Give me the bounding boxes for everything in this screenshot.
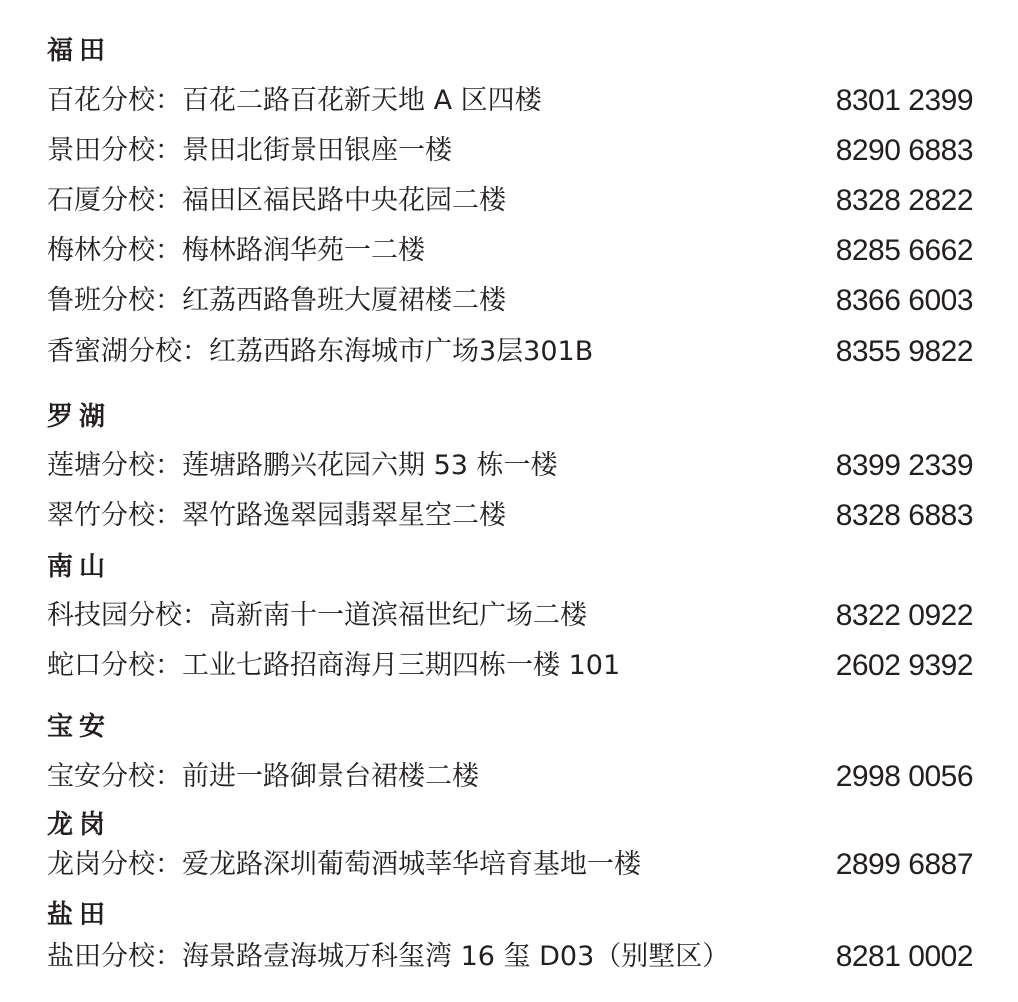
branch-row	[47, 498, 973, 534]
branch-address: 香蜜湖分校：红荔西路东海城市广场3层301B	[47, 336, 594, 367]
branch-phone: 8301 2399	[835, 84, 973, 117]
branch-phone: 8399 2339	[835, 449, 973, 482]
branch-phone: 8322 0922	[835, 599, 973, 632]
branch-phone: 8366 6003	[835, 284, 973, 317]
branch-address: 龙岗分校：爱龙路深圳葡萄酒城莘华培育基地一楼	[47, 849, 641, 880]
branch-address: 鲁班分校：红荔西路鲁班大厦裙楼二楼	[47, 285, 506, 316]
branch-row	[47, 759, 973, 795]
branch-address: 百花分校：百花二路百花新天地 A 区四楼	[47, 85, 542, 116]
branch-row	[47, 283, 973, 319]
branch-phone: 8328 2822	[835, 184, 973, 217]
branch-phone: 2998 0056	[835, 760, 973, 793]
district-heading-longgang: 龙岗	[47, 810, 112, 840]
branch-row	[47, 83, 973, 119]
district-heading-yantian: 盐田	[47, 900, 112, 930]
branch-phone: 8281 0002	[835, 940, 973, 973]
branch-phone: 2899 6887	[835, 848, 973, 881]
branch-row	[47, 598, 973, 634]
branch-row	[47, 183, 973, 219]
branch-address: 翠竹分校：翠竹路逸翠园翡翠星空二楼	[47, 500, 506, 531]
branch-phone: 8355 9822	[835, 335, 973, 368]
branch-phone: 8285 6662	[835, 234, 973, 267]
district-heading-nanshan: 南山	[47, 552, 112, 582]
branch-row	[47, 133, 973, 169]
branch-phone: 8328 6883	[835, 499, 973, 532]
branch-row	[47, 847, 973, 883]
branch-phone: 8290 6883	[835, 134, 973, 167]
district-heading-baoan: 宝安	[47, 712, 112, 742]
branch-row	[47, 233, 973, 269]
branch-row	[47, 334, 973, 370]
branch-address: 宝安分校：前进一路御景台裙楼二楼	[47, 761, 479, 792]
branch-row	[47, 448, 973, 484]
branch-address: 梅林分校：梅林路润华苑一二楼	[47, 235, 425, 266]
branch-phone: 2602 9392	[835, 649, 973, 682]
branch-row	[47, 648, 973, 684]
district-heading-futian: 福田	[47, 36, 112, 66]
branch-address: 石厦分校：福田区福民路中央花园二楼	[47, 185, 506, 216]
branch-address: 盐田分校：海景路壹海城万科玺湾 16 玺 D03（别墅区）	[47, 941, 730, 972]
district-heading-luohu: 罗湖	[47, 402, 112, 432]
branch-address: 景田分校：景田北街景田银座一楼	[47, 135, 452, 166]
branch-row	[47, 939, 973, 975]
branch-address: 蛇口分校：工业七路招商海月三期四栋一楼 101	[47, 650, 621, 681]
branch-address: 科技园分校：高新南十一道滨福世纪广场二楼	[47, 600, 587, 631]
branch-address: 莲塘分校：莲塘路鹏兴花园六期 53 栋一楼	[47, 450, 558, 481]
